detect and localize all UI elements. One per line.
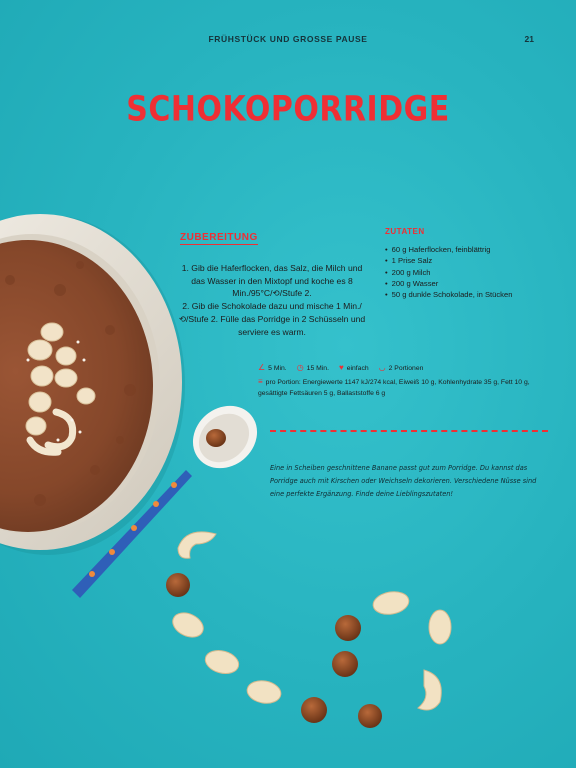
clock-icon: ◷ [296,363,304,372]
portions [379,364,424,372]
ingredient-item: • 50 g dunkle Schokolade, in Stücken [385,289,512,300]
step-2: 2. Gib die Schokolade dazu und mische 1 Min./⟲/Stufe 2. Fülle das Porridge in 2 Schüsseln und serviere es warm. [178,301,366,337]
total-time-value: 15 Min. [306,364,329,372]
recipe-meta [258,364,423,372]
ingredient-item: • 60 g Haferflocken, feinblättrig [385,244,512,255]
knife-icon: ∠ [258,363,266,372]
difficulty [339,364,369,372]
nutrition-icon: ≡ [258,377,263,386]
prep-time-value: 5 Min. [268,364,287,372]
ingredient-item: • 1 Prise Salz [385,255,512,266]
scattered-nuts [166,532,451,728]
heart-icon: ♥ [338,363,344,372]
page-number: 21 [524,34,534,44]
preparation-heading: ZUBEREITUNG [180,232,258,243]
ingredients-list [385,244,512,300]
portions-value: 2 Portionen [388,364,424,372]
difficulty-value: einfach [346,364,369,372]
recipe-title: SCHOKOPORRIDGE [126,89,450,130]
bowl-icon: ◡ [378,363,386,372]
total-time [297,364,329,372]
ingredient-item: • 200 g Milch [385,267,512,278]
ingredients-heading: ZUTATEN [385,227,425,236]
ingredient-item: • 200 g Wasser [385,278,512,289]
nutrition-text: pro Portion: Energiewerte 1147 kJ/274 kcal, Eiweiß 10 g, Kohlenhydrate 35 g, Fett 10 g, gesättigte Fettsäuren 5 g, Ballaststoffe 6 g [258,379,530,397]
preparation-steps [176,262,368,338]
section-header: FRÜHSTÜCK UND GROSSE PAUSE [208,34,368,44]
dashed-divider [270,430,548,432]
prep-time [258,364,287,372]
nutrition-info [258,377,546,399]
tip-text: Eine in Scheiben geschnittene Banane passt gut zum Porridge. Du kannst das Porridge auch mit Kirschen oder Weichseln dekorieren. Verschiedene Nüsse sind eine perfekte Ergänzung. Finde deine Lieblingszutaten! [270,464,537,499]
step-1: 1. Gib die Haferflocken, das Salz, die Milch und das Wasser in den Mixtopf und koche es 8 Min./95°C/⟲/Stufe 2. [181,263,363,299]
